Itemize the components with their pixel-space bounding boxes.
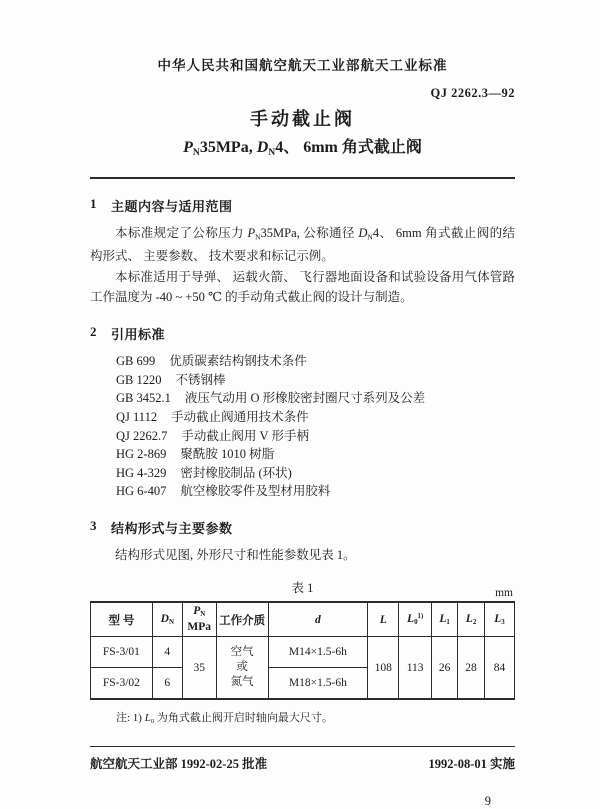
- reference-title: 优质碳素结构钢技术条件: [169, 354, 307, 369]
- section-2-heading: [90, 324, 515, 343]
- medium-line: 空气: [230, 646, 254, 659]
- reference-code: GB 1220: [116, 372, 162, 387]
- reference-code: QJ 1112: [116, 409, 158, 424]
- document-title: 手动截止阀: [250, 109, 355, 129]
- column-header-L1: L1: [432, 602, 458, 637]
- reference-list: [90, 352, 515, 501]
- page-number: 9: [484, 793, 491, 808]
- header-divider: [90, 177, 515, 179]
- reference-code: HG 6-407: [116, 484, 167, 499]
- approval-text: 航空航天工业部 1992-02-25 批准: [90, 756, 268, 771]
- cell-dn: 6: [152, 668, 182, 699]
- reference-code: GB 3452.1: [116, 391, 171, 406]
- scope-paragraph-2: 本标准适用于导弹、 运载火箭、 飞行器地面设备和试验设备用气体管路工作温度为 -40 ~ +50 ℃ 的手动角式截止阀的设计与制造。: [90, 270, 515, 304]
- cell-d: M18×1.5-6h: [268, 668, 368, 699]
- pn-symbol: PN: [193, 605, 206, 619]
- column-header-L2: L2: [458, 602, 485, 637]
- section-2-number: 2: [90, 324, 97, 340]
- column-header-model: 型 号: [91, 602, 153, 637]
- column-header-dn: DN: [152, 602, 182, 637]
- section-scope: [90, 196, 515, 307]
- reference-title: 密封橡胶制品 (环状): [180, 465, 292, 480]
- standard-org-line: 中华人民共和国航空航天工业部航天工业标准: [157, 58, 448, 73]
- standard-number: QJ 2262.3—92: [430, 86, 515, 100]
- reference-code: HG 4-329: [116, 465, 167, 480]
- reference-item: [116, 371, 515, 390]
- cell-L1: 26: [432, 637, 458, 699]
- reference-item: [116, 464, 515, 483]
- structure-paragraph: 结构形式见图, 外形尺寸和性能参数见表 1。: [115, 547, 356, 562]
- section-1-title: 主题内容与适用范围: [111, 198, 233, 214]
- cell-medium: [216, 637, 268, 699]
- reference-code: GB 699: [116, 354, 156, 369]
- cell-L: 108: [368, 637, 399, 699]
- section-1-number: 1: [90, 195, 97, 211]
- table-caption-row: [90, 578, 515, 600]
- table-unit-label: mm: [495, 587, 513, 600]
- column-header-L3: L3: [485, 602, 515, 637]
- column-header-L0: L0$^{1)}$: [399, 602, 432, 637]
- footer-row: [90, 754, 515, 772]
- section-references: [90, 324, 515, 501]
- reference-item: [116, 482, 515, 501]
- table-caption: 表 1: [291, 581, 314, 596]
- reference-code: QJ 2262.7: [116, 428, 168, 443]
- column-header-d: d: [268, 602, 368, 637]
- table-row: [91, 637, 515, 668]
- table-1: [90, 601, 515, 700]
- reference-code: HG 2-869: [116, 447, 167, 462]
- section-1-heading: [90, 196, 515, 215]
- pn-unit: MPa: [187, 621, 212, 634]
- page-content: [90, 0, 515, 809]
- footer-divider: [90, 746, 515, 747]
- cell-model: FS-3/01: [91, 637, 153, 668]
- cell-pn: 35: [182, 637, 216, 699]
- cell-dn: 4: [152, 637, 182, 668]
- section-structure: [90, 518, 515, 566]
- section-3-heading: [90, 518, 515, 537]
- reference-item: [116, 408, 515, 427]
- column-header-pn: [182, 602, 216, 637]
- cell-model: FS-3/02: [91, 668, 153, 699]
- table-header-row: [91, 602, 515, 637]
- scope-paragraph-1: 本标准规定了公称压力 PN35MPa, 公称通径 DN4、 6mm 角式截止阀的结构形式、 主要参数、 技术要求和标记示例。: [90, 225, 515, 263]
- column-header-medium: 工作介质: [216, 602, 268, 637]
- reference-title: 聚酰胺 1010 树脂: [180, 447, 275, 462]
- reference-item: [116, 352, 515, 371]
- reference-item: [116, 389, 515, 408]
- cell-d: M14×1.5-6h: [268, 637, 368, 668]
- cell-L3: 84: [485, 637, 515, 699]
- section-3-number: 3: [90, 517, 97, 533]
- cell-L0: 113: [399, 637, 432, 699]
- reference-item: [116, 445, 515, 464]
- document-subtitle: PN35MPa, DN4、 6mm 角式截止阀: [183, 139, 422, 158]
- column-header-L: L: [368, 602, 399, 637]
- cell-L2: 28: [458, 637, 485, 699]
- reference-title: 手动截止阀通用技术条件: [171, 409, 309, 424]
- reference-title: 手动截止阀用 V 形手柄: [181, 428, 309, 443]
- reference-title: 航空橡胶零件及型材用胶料: [180, 484, 331, 499]
- reference-title: 液压气动用 O 形橡胶密封圈尺寸系列及公差: [184, 391, 426, 406]
- reference-item: [116, 427, 515, 446]
- pn-header-stack: [187, 605, 211, 634]
- table-footnote: 注: 1) L0 为角式截止阀开启时轴向最大尺寸。: [116, 711, 333, 725]
- section-3-title: 结构形式与主要参数: [111, 520, 233, 536]
- section-2-title: 引用标准: [111, 327, 166, 343]
- implementation-text: 1992-08-01 实施: [428, 756, 515, 771]
- medium-line: 或: [236, 661, 248, 674]
- medium-line: 氮气: [230, 676, 254, 689]
- reference-title: 不锈钢棒: [175, 372, 226, 387]
